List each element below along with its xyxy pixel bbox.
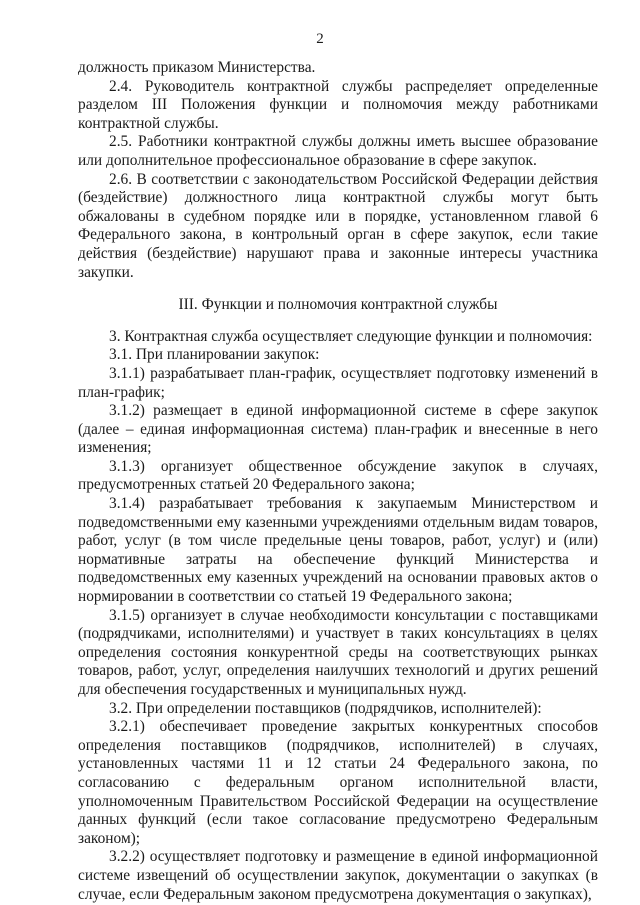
paragraph: 3.1.3) организует общественное обсуждение закупок в случаях, предусмотренных статьей 20 Федерального закона; [78,457,598,494]
paragraph: 3.2. При определении поставщиков (подрядчиков, исполнителей): [109,699,542,717]
paragraph: 2.6. В соответствии с законодательством Российской Федерации действия (бездействие) должностного лица контрактной службы могут быть обжалованы в судебном порядке или в порядке, установленном главой 6 Федерального закона, в контрольный орган в сфере закупок, если такие действия (бездействие) нарушают права и законные интересы участника закупки. [78,170,598,281]
section-heading: III. Функции и полномочия контрактной службы [178,296,498,314]
paragraph: 3.1.1) разрабатывает план-график, осуществляет подготовку изменений в план-график; [78,364,598,401]
paragraph: 3.1.4) разрабатывает требования к закупаемым Министерством и подведомственными ему казенными учреждениями отдельным видам товаров, работ, услуг (в том числе предельные цены товаров, работ, услуг) и (или) нормативные затраты на обеспечение функций Министерства и подведомственных ему казенных учреждений на основании правовых актов о нормировании в соответствии со статьей 19 Федерального закона; [78,495,598,606]
paragraph: 3.1. При планировании закупок: [109,346,320,364]
paragraph: 3. Контрактная служба осуществляет следующие функции и полномочия: [109,327,593,345]
paragraph: 2.4. Руководитель контрактной службы распределяет определенные разделом III Положения функции и полномочия между работниками контрактной службы. [78,77,598,132]
document-body [78,59,598,904]
paragraph: должность приказом Министерства. [78,59,316,76]
paragraph: 3.1.5) организует в случае необходимости консультации с поставщиками (подрядчиками, исполнителями) и участвует в таких консультациях в целях определения состояния конкурентной среды на соответствующих рынках товаров, работ, услуг, определения наилучших технологий и других решений для обеспечения государственных и муниципальных нужд. [78,606,598,698]
paragraph: 3.1.2) размещает в единой информационной системе в сфере закупок (далее – единая информационная система) план-график и внесенные в него изменения; [78,402,598,457]
paragraph: 3.2.2) осуществляет подготовку и размещение в единой информационной системе извещений об осуществлении закупок, документации о закупках (в случае, если Федеральным законом предусмотрена документация о закупках), [78,848,598,903]
page-number: 2 [316,31,324,47]
paragraph: 3.2.1) обеспечивает проведение закрытых конкурентных способов определения поставщиков (подрядчиков, исполнителей) в случаях, установленных частями 11 и 12 статьи 24 Федерального закона, по согласованию с федеральным органом исполнительной власти, уполномоченным Правительством Российской Федерации на осуществление данных функций (если такое согласование предусмотрено Федеральным законом); [78,718,598,847]
paragraph: 2.5. Работники контрактной службы должны иметь высшее образование или дополнительное профессиональное образование в сфере закупок. [78,133,598,169]
